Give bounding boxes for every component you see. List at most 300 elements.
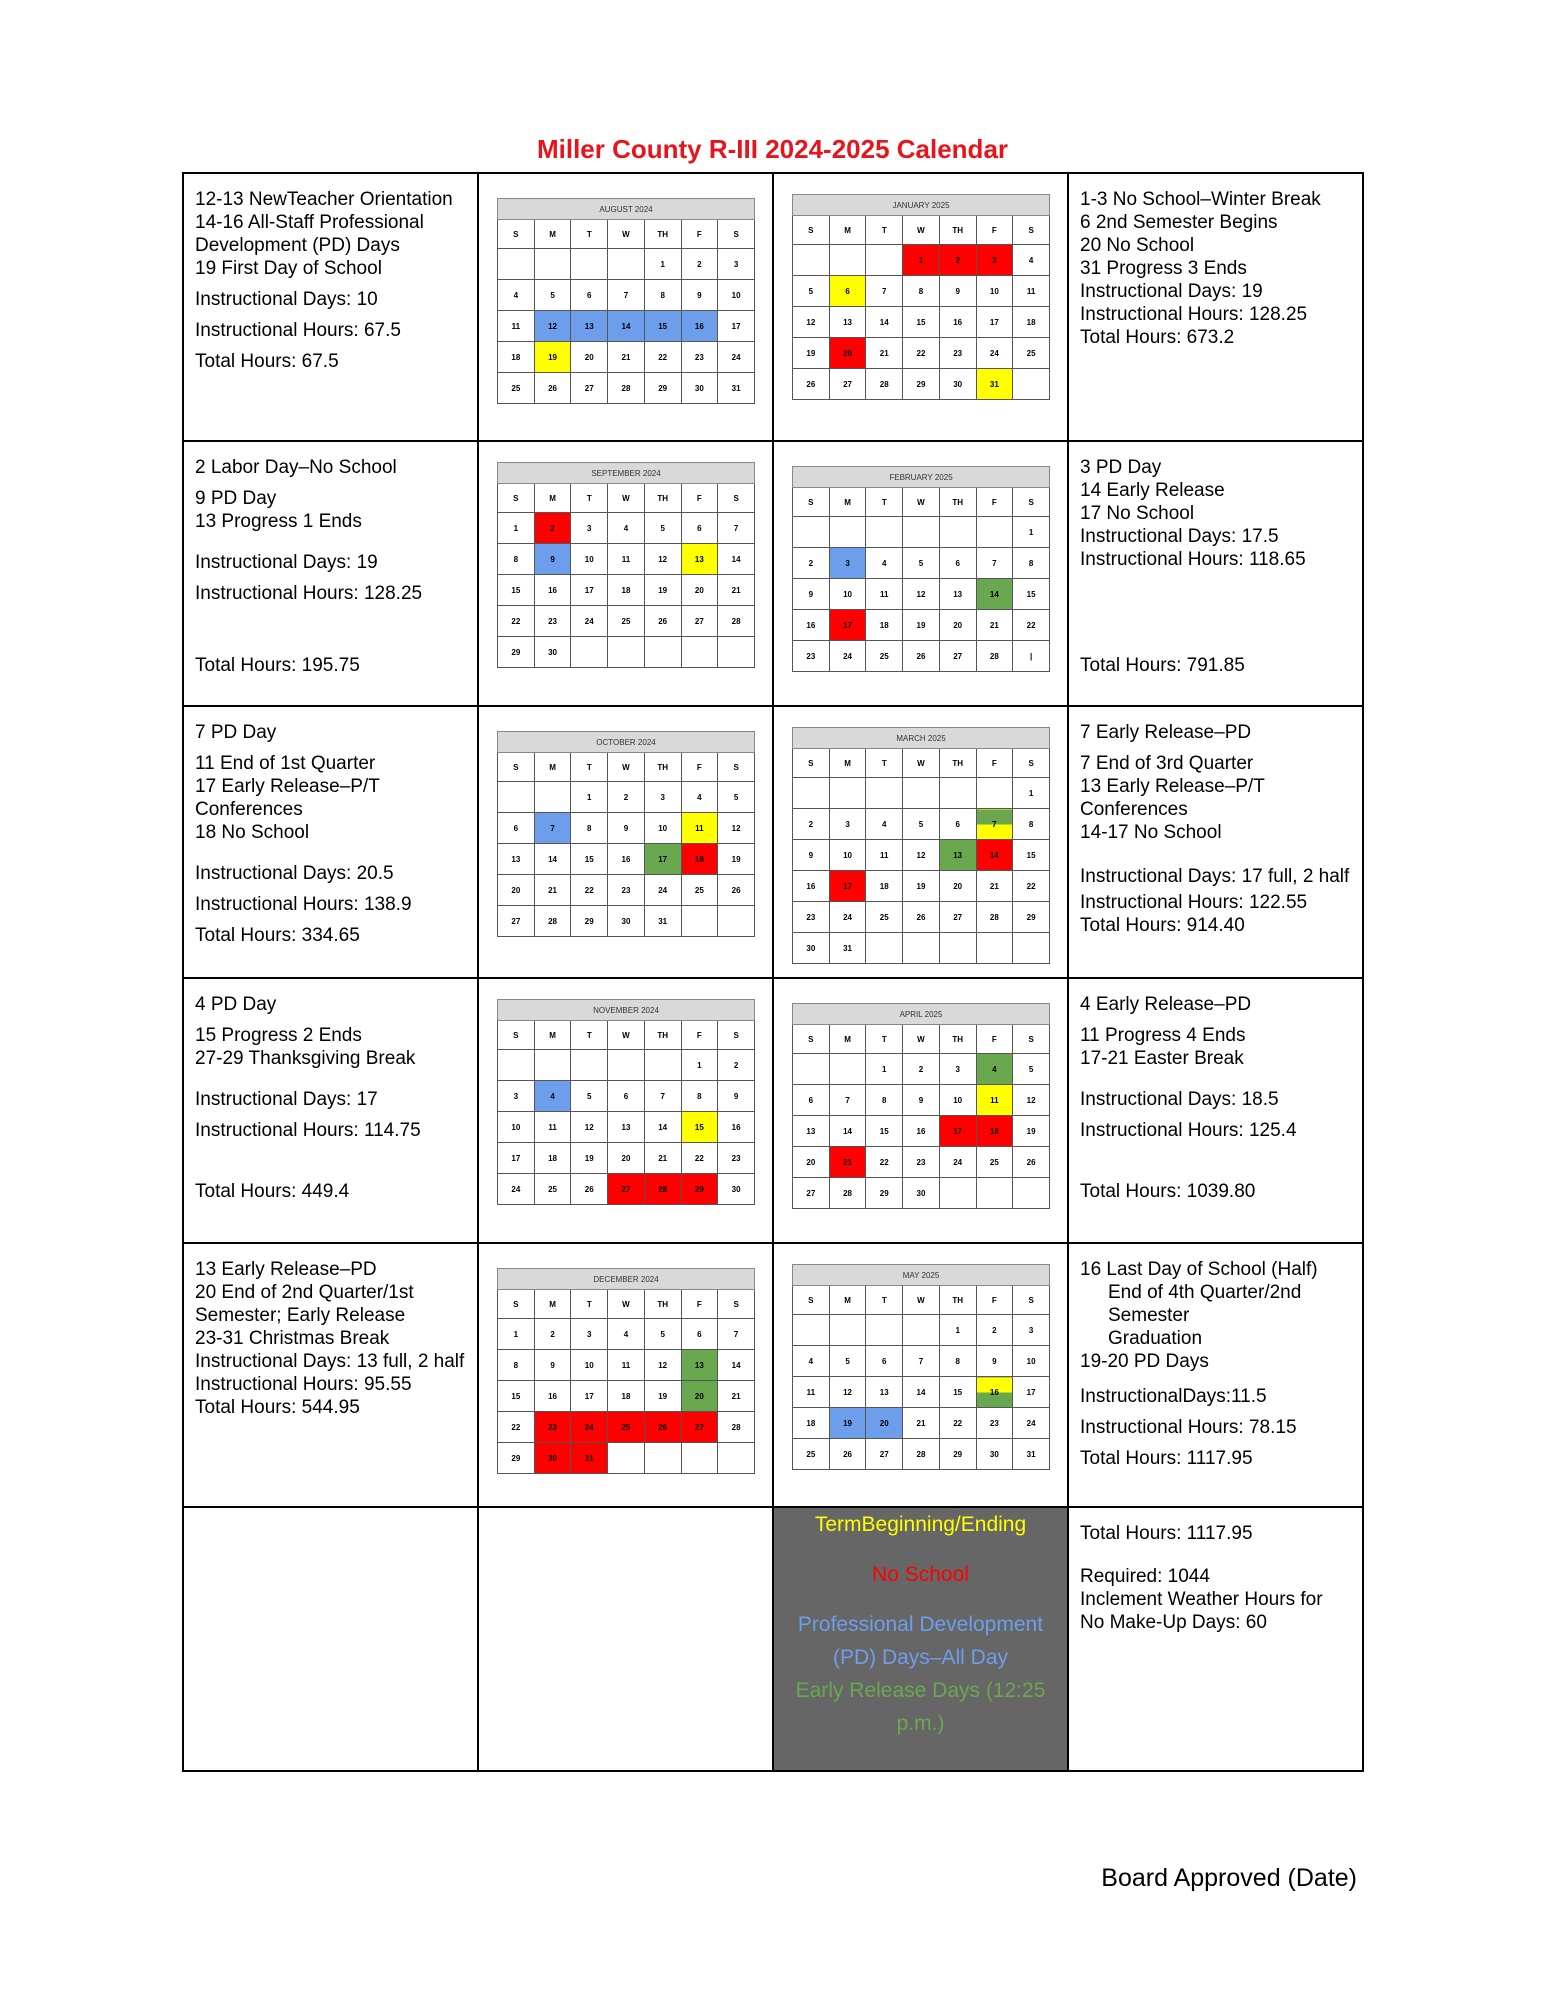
note: 4 PD Day: [195, 994, 277, 1015]
note: Total Hours: 1039.80: [1080, 1181, 1256, 1202]
day-cell: 7: [829, 1085, 866, 1116]
weekday-header: S: [793, 216, 830, 245]
day-cell: 1: [866, 1054, 903, 1085]
day-cell: 29: [1013, 902, 1050, 933]
day-cell: 3: [829, 548, 866, 579]
day-cell: 6: [866, 1346, 903, 1377]
day-cell: 18: [866, 610, 903, 641]
cell-jan: [773, 173, 1068, 441]
day-cell: 12: [644, 1350, 681, 1381]
notes-november: [183, 978, 478, 1243]
day-cell: [644, 637, 681, 668]
note: Instructional Hours: 125.4: [1080, 1120, 1297, 1141]
day-cell: 17: [829, 871, 866, 902]
day-cell: 23: [793, 641, 830, 672]
day-cell: 24: [829, 641, 866, 672]
note: Instructional Days: 19: [1080, 281, 1263, 302]
day-cell: [829, 1315, 866, 1346]
weekday-header: W: [608, 753, 645, 782]
day-cell: [903, 517, 940, 548]
day-cell: 1: [939, 1315, 976, 1346]
day-cell: 31: [976, 369, 1013, 400]
day-cell: [498, 1050, 535, 1081]
note: 17 Early Release–P/T Conferences: [195, 776, 380, 820]
color-legend: [773, 1507, 1068, 1771]
day-cell: 14: [903, 1377, 940, 1408]
day-cell: 21: [866, 338, 903, 369]
day-cell: 31: [644, 906, 681, 937]
legend-pd: Professional Development (PD) Days–All Day: [797, 1613, 1044, 1669]
cell-oct: [478, 706, 773, 978]
day-cell: 24: [498, 1174, 535, 1205]
day-cell: 5: [1013, 1054, 1050, 1085]
day-cell: 22: [903, 338, 940, 369]
day-cell: 8: [1013, 548, 1050, 579]
day-cell: 17: [498, 1143, 535, 1174]
day-cell: [571, 1050, 608, 1081]
day-cell: 19: [718, 844, 755, 875]
day-cell: 20: [939, 610, 976, 641]
day-cell: [976, 1178, 1013, 1209]
day-cell: 17: [644, 844, 681, 875]
day-cell: [829, 245, 866, 276]
note: 19-20 PD Days: [1080, 1351, 1209, 1372]
weekday-header: S: [718, 753, 755, 782]
day-cell: 24: [571, 1412, 608, 1443]
day-cell: 13: [608, 1112, 645, 1143]
note: Total Hours: 791.85: [1080, 655, 1245, 676]
legend-term: TermBeginning/Ending: [814, 1513, 1027, 1536]
day-cell: 20: [681, 1381, 718, 1412]
day-cell: 30: [681, 373, 718, 404]
day-cell: 29: [498, 637, 535, 668]
note: 13 Early Release–P/T Conferences: [1080, 776, 1265, 820]
day-cell: 26: [903, 641, 940, 672]
day-cell: 28: [644, 1174, 681, 1205]
day-cell: 16: [718, 1112, 755, 1143]
day-cell: 29: [498, 1443, 535, 1474]
day-cell: 10: [571, 1350, 608, 1381]
note: Instructional Hours: 128.25: [195, 583, 423, 604]
day-cell: [939, 778, 976, 809]
note: 31 Progress 3 Ends: [1080, 258, 1247, 279]
day-cell: [793, 1054, 830, 1085]
day-cell: 10: [1013, 1346, 1050, 1377]
weekday-header: TH: [644, 1021, 681, 1050]
day-cell: 19: [534, 342, 571, 373]
day-cell: 13: [939, 840, 976, 871]
note: 23-31 Christmas Break: [195, 1328, 390, 1349]
day-cell: 23: [534, 1412, 571, 1443]
day-cell: 3: [976, 245, 1013, 276]
weekday-header: S: [1013, 488, 1050, 517]
weekday-header: TH: [644, 1290, 681, 1319]
day-cell: 24: [976, 338, 1013, 369]
note: 1-3 No School–Winter Break: [1080, 189, 1321, 210]
day-cell: 9: [939, 276, 976, 307]
day-cell: 5: [571, 1081, 608, 1112]
day-cell: 28: [829, 1178, 866, 1209]
day-cell: 22: [939, 1408, 976, 1439]
day-cell: 23: [718, 1143, 755, 1174]
weekday-header: W: [608, 1290, 645, 1319]
day-cell: 29: [903, 369, 940, 400]
day-cell: 18: [534, 1143, 571, 1174]
day-cell: [608, 1050, 645, 1081]
weekday-header: T: [866, 216, 903, 245]
day-cell: 18: [866, 871, 903, 902]
day-cell: 18: [608, 575, 645, 606]
day-cell: 8: [571, 813, 608, 844]
weekday-header: F: [976, 488, 1013, 517]
day-cell: 27: [829, 369, 866, 400]
day-cell: 23: [681, 342, 718, 373]
weekday-header: W: [903, 1286, 940, 1315]
month-calendar-september: [497, 462, 755, 668]
day-cell: 29: [681, 1174, 718, 1205]
day-cell: 21: [903, 1408, 940, 1439]
weekday-header: T: [866, 749, 903, 778]
day-cell: 26: [644, 606, 681, 637]
day-cell: [498, 249, 535, 280]
day-cell: 6: [498, 813, 535, 844]
day-cell: 7: [903, 1346, 940, 1377]
day-cell: 8: [866, 1085, 903, 1116]
day-cell: 14: [976, 840, 1013, 871]
day-cell: 13: [939, 579, 976, 610]
day-cell: 6: [608, 1081, 645, 1112]
day-cell: 13: [681, 1350, 718, 1381]
note: Instructional Hours: 128.25: [1080, 304, 1308, 325]
day-cell: 5: [903, 548, 940, 579]
day-cell: 6: [571, 280, 608, 311]
day-cell: 18: [498, 342, 535, 373]
day-cell: 27: [681, 1412, 718, 1443]
weekday-header: S: [498, 1021, 535, 1050]
weekday-header: M: [829, 1286, 866, 1315]
note: 15 Progress 2 Ends: [195, 1025, 362, 1046]
day-cell: 4: [681, 782, 718, 813]
note: 6 2nd Semester Begins: [1080, 212, 1278, 233]
notes-january: [1068, 173, 1363, 441]
weekday-header: F: [976, 216, 1013, 245]
notes-march: [1068, 706, 1363, 978]
cell-apr: [773, 978, 1068, 1243]
day-cell: [571, 637, 608, 668]
day-cell: 9: [608, 813, 645, 844]
day-cell: [534, 1050, 571, 1081]
weekday-header: S: [793, 1286, 830, 1315]
day-cell: 12: [571, 1112, 608, 1143]
day-cell: 22: [866, 1147, 903, 1178]
weekday-header: F: [681, 1290, 718, 1319]
month-name: NOVEMBER 2024: [498, 1000, 755, 1021]
day-cell: 2: [608, 782, 645, 813]
day-cell: 4: [866, 548, 903, 579]
weekday-header: W: [903, 749, 940, 778]
day-cell: [681, 637, 718, 668]
weekday-header: T: [866, 1286, 903, 1315]
day-cell: 23: [939, 338, 976, 369]
empty-cell: [183, 1507, 478, 1771]
day-cell: 3: [644, 782, 681, 813]
day-cell: [498, 782, 535, 813]
weekday-header: S: [498, 220, 535, 249]
day-cell: 18: [681, 844, 718, 875]
day-cell: 11: [498, 311, 535, 342]
day-cell: 23: [976, 1408, 1013, 1439]
day-cell: 4: [608, 1319, 645, 1350]
day-cell: 9: [976, 1346, 1013, 1377]
day-cell: [976, 933, 1013, 964]
month-name: FEBRUARY 2025: [793, 467, 1050, 488]
day-cell: 3: [829, 809, 866, 840]
day-cell: 14: [976, 579, 1013, 610]
note: 16 Last Day of School (Half): [1080, 1259, 1318, 1280]
day-cell: 4: [866, 809, 903, 840]
day-cell: 22: [571, 875, 608, 906]
day-cell: [1013, 369, 1050, 400]
note: Instructional Days: 17: [195, 1089, 378, 1110]
weekday-header: TH: [939, 1286, 976, 1315]
day-cell: 8: [939, 1346, 976, 1377]
cell-aug: [478, 173, 773, 441]
day-cell: [903, 1315, 940, 1346]
note: 27-29 Thanksgiving Break: [195, 1048, 416, 1069]
cell-sep: [478, 441, 773, 706]
day-cell: 9: [534, 1350, 571, 1381]
note: Instructional Hours: 122.55: [1080, 892, 1308, 913]
day-cell: 12: [829, 1377, 866, 1408]
day-cell: 11: [681, 813, 718, 844]
weekday-header: TH: [939, 216, 976, 245]
day-cell: 13: [793, 1116, 830, 1147]
note: Instructional Days: 13 full, 2 half: [195, 1351, 465, 1372]
weekday-header: TH: [644, 753, 681, 782]
weekday-header: S: [718, 1021, 755, 1050]
note: 7 Early Release–PD: [1080, 722, 1252, 743]
weekday-header: T: [571, 1290, 608, 1319]
note: Instructional Days: 10: [195, 289, 378, 310]
month-name: OCTOBER 2024: [498, 732, 755, 753]
day-cell: 20: [681, 575, 718, 606]
note: 7 End of 3rd Quarter: [1080, 753, 1254, 774]
day-cell: 1: [644, 249, 681, 280]
day-cell: 2: [534, 1319, 571, 1350]
day-cell: 27: [939, 641, 976, 672]
weekday-header: TH: [644, 484, 681, 513]
note: InstructionalDays:11.5: [1080, 1386, 1267, 1407]
weekday-header: M: [534, 220, 571, 249]
day-cell: 30: [718, 1174, 755, 1205]
day-cell: 21: [608, 342, 645, 373]
weekday-header: S: [793, 488, 830, 517]
day-cell: 5: [829, 1346, 866, 1377]
day-cell: [608, 1443, 645, 1474]
day-cell: [1013, 933, 1050, 964]
day-cell: 19: [644, 1381, 681, 1412]
empty-cell: [478, 1507, 773, 1771]
notes-february: [1068, 441, 1363, 706]
day-cell: 25: [866, 641, 903, 672]
weekday-header: F: [976, 1025, 1013, 1054]
day-cell: 19: [571, 1143, 608, 1174]
day-cell: 27: [498, 906, 535, 937]
day-cell: 29: [571, 906, 608, 937]
day-cell: 25: [1013, 338, 1050, 369]
day-cell: 11: [534, 1112, 571, 1143]
day-cell: 21: [718, 575, 755, 606]
day-cell: 27: [571, 373, 608, 404]
weekday-header: T: [571, 484, 608, 513]
day-cell: 15: [1013, 840, 1050, 871]
weekday-header: S: [793, 749, 830, 778]
note: Total Hours: 334.65: [195, 925, 360, 946]
day-cell: 9: [534, 544, 571, 575]
note: 19 First Day of School: [195, 258, 382, 279]
month-calendar-january: [792, 194, 1050, 400]
weekday-header: F: [976, 749, 1013, 778]
note: 4 Early Release–PD: [1080, 994, 1252, 1015]
day-cell: 18: [1013, 307, 1050, 338]
day-cell: 1: [498, 1319, 535, 1350]
day-cell: 26: [571, 1174, 608, 1205]
weekday-header: T: [866, 1025, 903, 1054]
day-cell: 21: [976, 871, 1013, 902]
day-cell: 8: [903, 276, 940, 307]
month-calendar-august: [497, 198, 755, 404]
calendar-grid: [182, 172, 1364, 1772]
day-cell: 27: [866, 1439, 903, 1470]
weekday-header: S: [793, 1025, 830, 1054]
day-cell: 14: [644, 1112, 681, 1143]
day-cell: 24: [718, 342, 755, 373]
day-cell: 21: [976, 610, 1013, 641]
note: Instructional Hours: 95.55: [195, 1374, 412, 1395]
day-cell: 13: [829, 307, 866, 338]
month-calendar-april: [792, 1003, 1050, 1209]
day-cell: 31: [571, 1443, 608, 1474]
day-cell: 10: [939, 1085, 976, 1116]
note: Instructional Hours: 67.5: [195, 320, 401, 341]
day-cell: [976, 517, 1013, 548]
note: Total Hours: 449.4: [195, 1181, 350, 1202]
note: Instructional Days: 18.5: [1080, 1089, 1279, 1110]
note: 14 Early Release: [1080, 480, 1225, 501]
day-cell: 16: [976, 1377, 1013, 1408]
day-cell: 7: [976, 809, 1013, 840]
note: Graduation: [1108, 1328, 1203, 1349]
notes-summary: [1068, 1507, 1363, 1771]
note: 20 No School: [1080, 235, 1195, 256]
day-cell: |: [1013, 641, 1050, 672]
month-calendar-november: [497, 999, 755, 1205]
day-cell: 6: [939, 809, 976, 840]
month-calendar-december: [497, 1268, 755, 1474]
day-cell: 2: [718, 1050, 755, 1081]
day-cell: 6: [939, 548, 976, 579]
day-cell: 10: [498, 1112, 535, 1143]
day-cell: [571, 249, 608, 280]
day-cell: 20: [829, 338, 866, 369]
day-cell: 15: [866, 1116, 903, 1147]
note: Inclement Weather Hours for No Make-Up Days: 60: [1080, 1589, 1323, 1633]
day-cell: 31: [829, 933, 866, 964]
day-cell: [534, 782, 571, 813]
day-cell: 14: [534, 844, 571, 875]
day-cell: 27: [793, 1178, 830, 1209]
month-name: APRIL 2025: [793, 1004, 1050, 1025]
weekday-header: S: [498, 753, 535, 782]
day-cell: 7: [608, 280, 645, 311]
notes-october: [183, 706, 478, 978]
day-cell: 9: [903, 1085, 940, 1116]
day-cell: 16: [534, 575, 571, 606]
day-cell: 22: [1013, 871, 1050, 902]
day-cell: 30: [534, 1443, 571, 1474]
note: 2 Labor Day–No School: [195, 457, 397, 478]
day-cell: 16: [681, 311, 718, 342]
day-cell: 24: [571, 606, 608, 637]
day-cell: [793, 778, 830, 809]
day-cell: 26: [1013, 1147, 1050, 1178]
note: Total Hours: 544.95: [195, 1397, 360, 1418]
month-name: AUGUST 2024: [498, 199, 755, 220]
day-cell: 10: [644, 813, 681, 844]
day-cell: 27: [681, 606, 718, 637]
day-cell: 19: [793, 338, 830, 369]
note: 17 No School: [1080, 503, 1195, 524]
weekday-header: W: [903, 216, 940, 245]
day-cell: 29: [644, 373, 681, 404]
day-cell: 20: [608, 1143, 645, 1174]
day-cell: 26: [903, 902, 940, 933]
day-cell: 11: [866, 840, 903, 871]
day-cell: [681, 1443, 718, 1474]
day-cell: 20: [498, 875, 535, 906]
day-cell: 12: [903, 840, 940, 871]
day-cell: 25: [608, 606, 645, 637]
notes-august: [183, 173, 478, 441]
day-cell: 25: [608, 1412, 645, 1443]
day-cell: 19: [1013, 1116, 1050, 1147]
note: Instructional Days: 17 full, 2 half: [1080, 866, 1350, 887]
day-cell: 5: [903, 809, 940, 840]
day-cell: [1013, 1178, 1050, 1209]
day-cell: 17: [571, 1381, 608, 1412]
weekday-header: W: [608, 220, 645, 249]
day-cell: 13: [866, 1377, 903, 1408]
day-cell: 14: [718, 544, 755, 575]
day-cell: 1: [1013, 517, 1050, 548]
day-cell: 15: [571, 844, 608, 875]
day-cell: [829, 1054, 866, 1085]
day-cell: 21: [644, 1143, 681, 1174]
day-cell: 28: [608, 373, 645, 404]
note: Instructional Hours: 78.15: [1080, 1417, 1297, 1438]
day-cell: 9: [793, 840, 830, 871]
note: Total Hours: 1117.95: [1080, 1448, 1253, 1469]
note: Instructional Days: 19: [195, 552, 378, 573]
day-cell: 12: [644, 544, 681, 575]
day-cell: 8: [498, 544, 535, 575]
day-cell: 16: [793, 610, 830, 641]
cell-may: [773, 1243, 1068, 1507]
day-cell: 1: [903, 245, 940, 276]
day-cell: 19: [903, 871, 940, 902]
weekday-header: F: [681, 753, 718, 782]
day-cell: [939, 1178, 976, 1209]
